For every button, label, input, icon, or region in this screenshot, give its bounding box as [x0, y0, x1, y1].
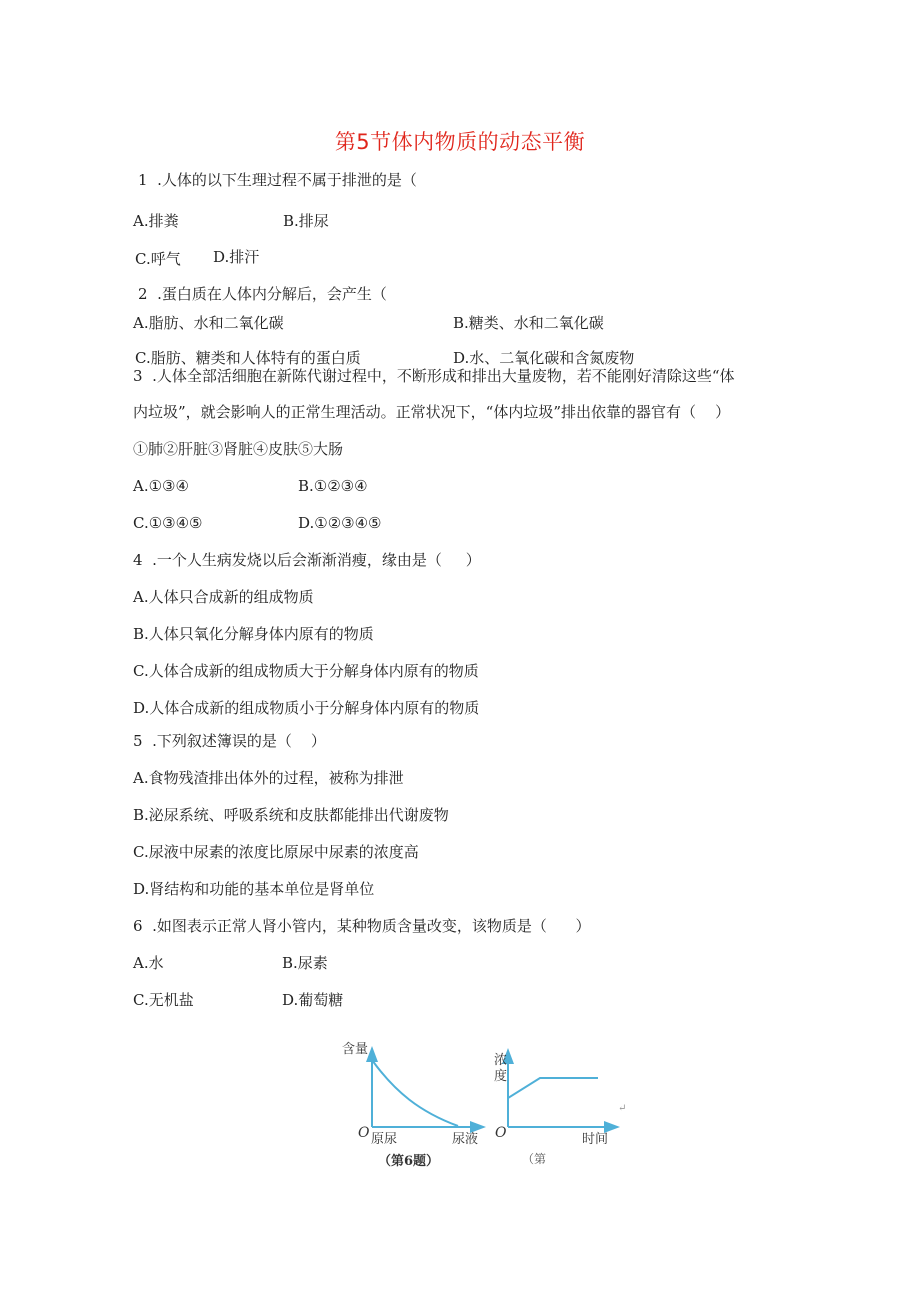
- question-4-option-b: B.人体只氧化分解身体内原有的物质: [133, 625, 374, 643]
- figure-6: [342, 1042, 478, 1169]
- question-1-option-d: D.排汗: [213, 248, 260, 266]
- figure-7: [494, 1053, 626, 1166]
- figure-7-xlabel: 时间: [582, 1132, 609, 1147]
- figure-7-line: [508, 1078, 598, 1098]
- question-6-option-d: D.葡萄糖: [282, 991, 344, 1009]
- question-2-option-c: C.脂肪、糖类和人体特有的蛋白质: [135, 349, 361, 367]
- figure-6-curve: [372, 1060, 458, 1126]
- question-6-option-a: A.水: [133, 954, 164, 972]
- question-3-option-d: D.①②③④⑤: [298, 514, 382, 532]
- question-4-option-a: A.人体只合成新的组成物质: [133, 588, 314, 606]
- page-title: 第5节体内物质的动态平衡: [334, 130, 586, 154]
- question-3-option-a: A.①③④: [133, 477, 189, 495]
- question-2-option-b: B.糖类、水和二氧化碳: [453, 314, 604, 332]
- question-2-option-d: D.水、二氧化碳和含氮废物: [453, 349, 635, 367]
- question-1-option-a: A.排粪: [133, 212, 179, 230]
- figure-6-ylabel: 含量: [342, 1042, 369, 1057]
- figure-6-x-start: 原尿: [371, 1132, 398, 1147]
- figure-7-ylabel: 浓 度: [494, 1053, 508, 1084]
- question-3-option-c: C.①③④⑤: [133, 514, 203, 532]
- question-6-option-c: C.无机盐: [133, 991, 194, 1009]
- question-5-option-b: B.泌尿系统、呼吸系统和皮肤都能排出代谢废物: [133, 806, 449, 824]
- figure-7-origin: O: [495, 1125, 507, 1141]
- question-3-organs: ①肺②肝脏③肾脏④皮肤⑤大肠: [133, 440, 344, 458]
- question-2-stem: 2 .蛋白质在人体内分解后，会产生（: [138, 285, 387, 303]
- question-5-option-c: C.尿液中尿素的浓度比原尿中尿素的浓度高: [133, 843, 419, 861]
- question-5-option-a: A.食物残渣排出体外的过程，被称为排泄: [133, 769, 404, 787]
- figure-6-origin: O: [358, 1125, 370, 1141]
- question-1-option-c: C.呼气: [135, 250, 181, 268]
- question-3-stem-line1: 3 .人体全部活细胞在新陈代谢过程中，不断形成和排出大量废物，若不能刚好清除这些“体: [133, 367, 735, 385]
- question-4-stem: 4 .一个人生病发烧以后会渐渐消瘦，缘由是（ ）: [133, 551, 481, 569]
- figure-7-mark: ↵: [618, 1103, 627, 1114]
- question-2-option-a: A.脂肪、水和二氧化碳: [133, 314, 284, 332]
- question-6-option-b: B.尿素: [282, 954, 328, 972]
- question-4-option-d: D.人体合成新的组成物质小于分解身体内原有的物质: [133, 699, 480, 717]
- question-1-option-b: B.排尿: [283, 212, 329, 230]
- question-5-option-d: D.肾结构和功能的基本单位是肾单位: [133, 880, 375, 898]
- figure-7-caption: （第: [522, 1152, 547, 1166]
- figure-6-x-end: 尿液: [452, 1132, 479, 1147]
- question-3-option-b: B.①②③④: [298, 477, 368, 495]
- question-3-stem-line2: 内垃圾”，就会影响人的正常生理活动。正常状况下，“体内垃圾”排出依靠的器官有（ ）: [133, 403, 731, 421]
- question-6-stem: 6 .如图表示正常人肾小管内，某种物质含量改变，该物质是（ ）: [133, 917, 591, 935]
- question-4-option-c: C.人体合成新的组成物质大于分解身体内原有的物质: [133, 662, 479, 680]
- figure-6-caption: （第6题）: [378, 1154, 440, 1169]
- question-5-stem: 5 .下列叙述簿误的是（ ）: [133, 732, 326, 750]
- question-1-stem: 1 .人体的以下生理过程不属于排泄的是（: [138, 171, 417, 189]
